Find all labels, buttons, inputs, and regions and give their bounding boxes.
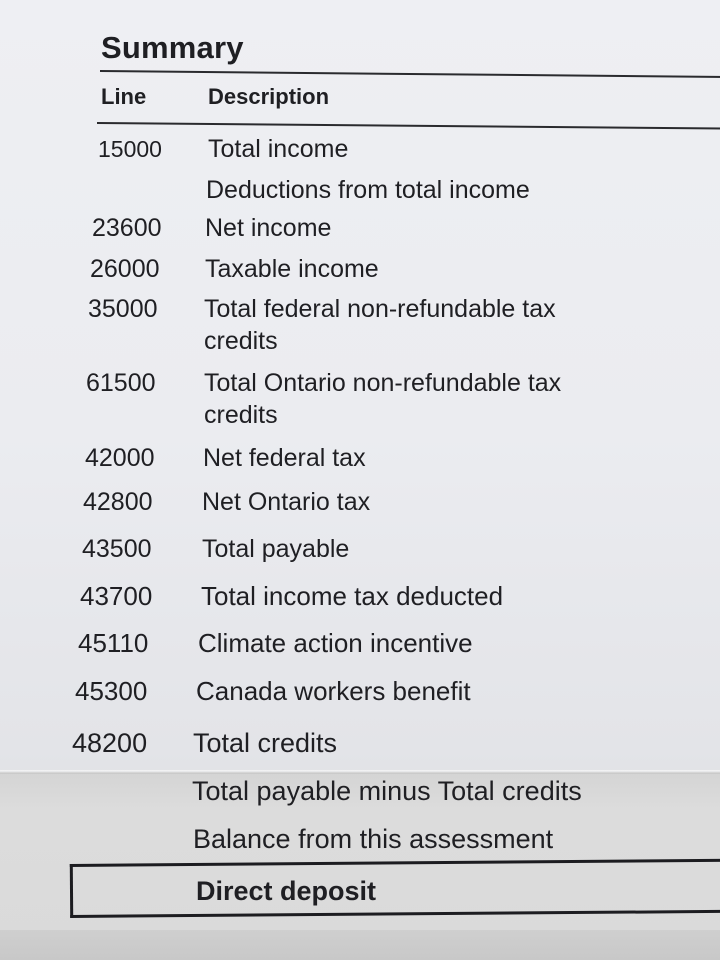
line-number: 42800 [83,488,153,516]
line-number: 15000 [98,136,162,162]
line-number: 23600 [92,214,162,242]
line-number: 43700 [80,581,153,611]
line-description: Total federal non-refundable tax credits [204,295,556,355]
direct-deposit-box [70,859,720,918]
line-number: 45110 [78,628,149,658]
line-description: Canada workers benefit [196,676,471,706]
section-title: Summary [101,30,244,65]
line-description: Balance from this assessment [193,824,554,854]
line-description: Total Ontario non-refundable tax credits [204,369,562,429]
line-description: Total income tax deducted [201,581,504,611]
line-description: Climate action incentive [198,628,473,658]
line-number: 26000 [90,255,160,283]
fold-edge [0,770,720,774]
line-description: Total credits [193,728,338,758]
line-description: Total payable minus Total credits [192,776,582,806]
paper-bottom-shadow [0,930,720,960]
column-header-line: Line [101,84,147,109]
direct-deposit-label: Direct deposit [196,876,377,906]
line-description: Total payable [202,535,350,563]
line-description: Deductions from total income [206,176,530,204]
line-description: Taxable income [205,255,379,283]
line-number: 48200 [72,728,148,758]
line-description: Net income [205,214,332,242]
line-description: Net Ontario tax [202,488,371,516]
line-description: Total income [208,135,349,163]
line-number: 42000 [85,444,155,472]
line-number: 61500 [86,369,156,397]
line-description: Net federal tax [203,444,366,472]
line-number: 43500 [82,535,152,563]
line-number: 35000 [88,295,158,323]
column-header-description: Description [208,84,330,109]
line-number: 45300 [75,676,148,706]
